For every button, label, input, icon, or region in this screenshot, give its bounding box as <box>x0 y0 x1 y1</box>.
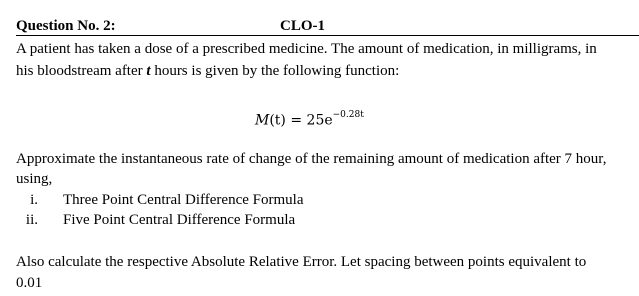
formula-rhs: = 25e <box>285 112 333 129</box>
problem-line-2-end: hours is given by the following function: <box>150 63 400 79</box>
method-number-1: i. <box>30 192 38 208</box>
closing-line-1: Also calculate the respective Absolute Relative Error. Let spacing between points equivalent to <box>16 254 587 270</box>
problem-line-2 <box>16 62 399 80</box>
time-variable: t <box>146 63 151 79</box>
formula-argument: (t) <box>269 112 286 129</box>
method-number-2: ii. <box>25 212 38 228</box>
question-number: Question No. 2: <box>16 18 116 34</box>
method-label-1: Three Point Central Difference Formula <box>63 192 304 208</box>
task-line-2: using, <box>16 171 53 187</box>
task-line-1: Approximate the instantaneous rate of change of the remaining amount of medication after 7 hour, <box>16 151 607 167</box>
problem-line-2-start: his bloodstream after <box>16 63 147 79</box>
question-header <box>16 17 639 36</box>
problem-line-1: A patient has taken a dose of a prescribed medicine. The amount of medication, in milligrams, in <box>16 41 597 57</box>
method-label-2: Five Point Central Difference Formula <box>63 212 296 228</box>
formula-function-name: M <box>255 112 270 129</box>
function-formula <box>255 108 364 130</box>
formula-exponent: −0.28t <box>332 110 364 120</box>
closing-line-2: 0.01 <box>16 275 43 291</box>
clo-label: CLO-1 <box>280 18 325 34</box>
